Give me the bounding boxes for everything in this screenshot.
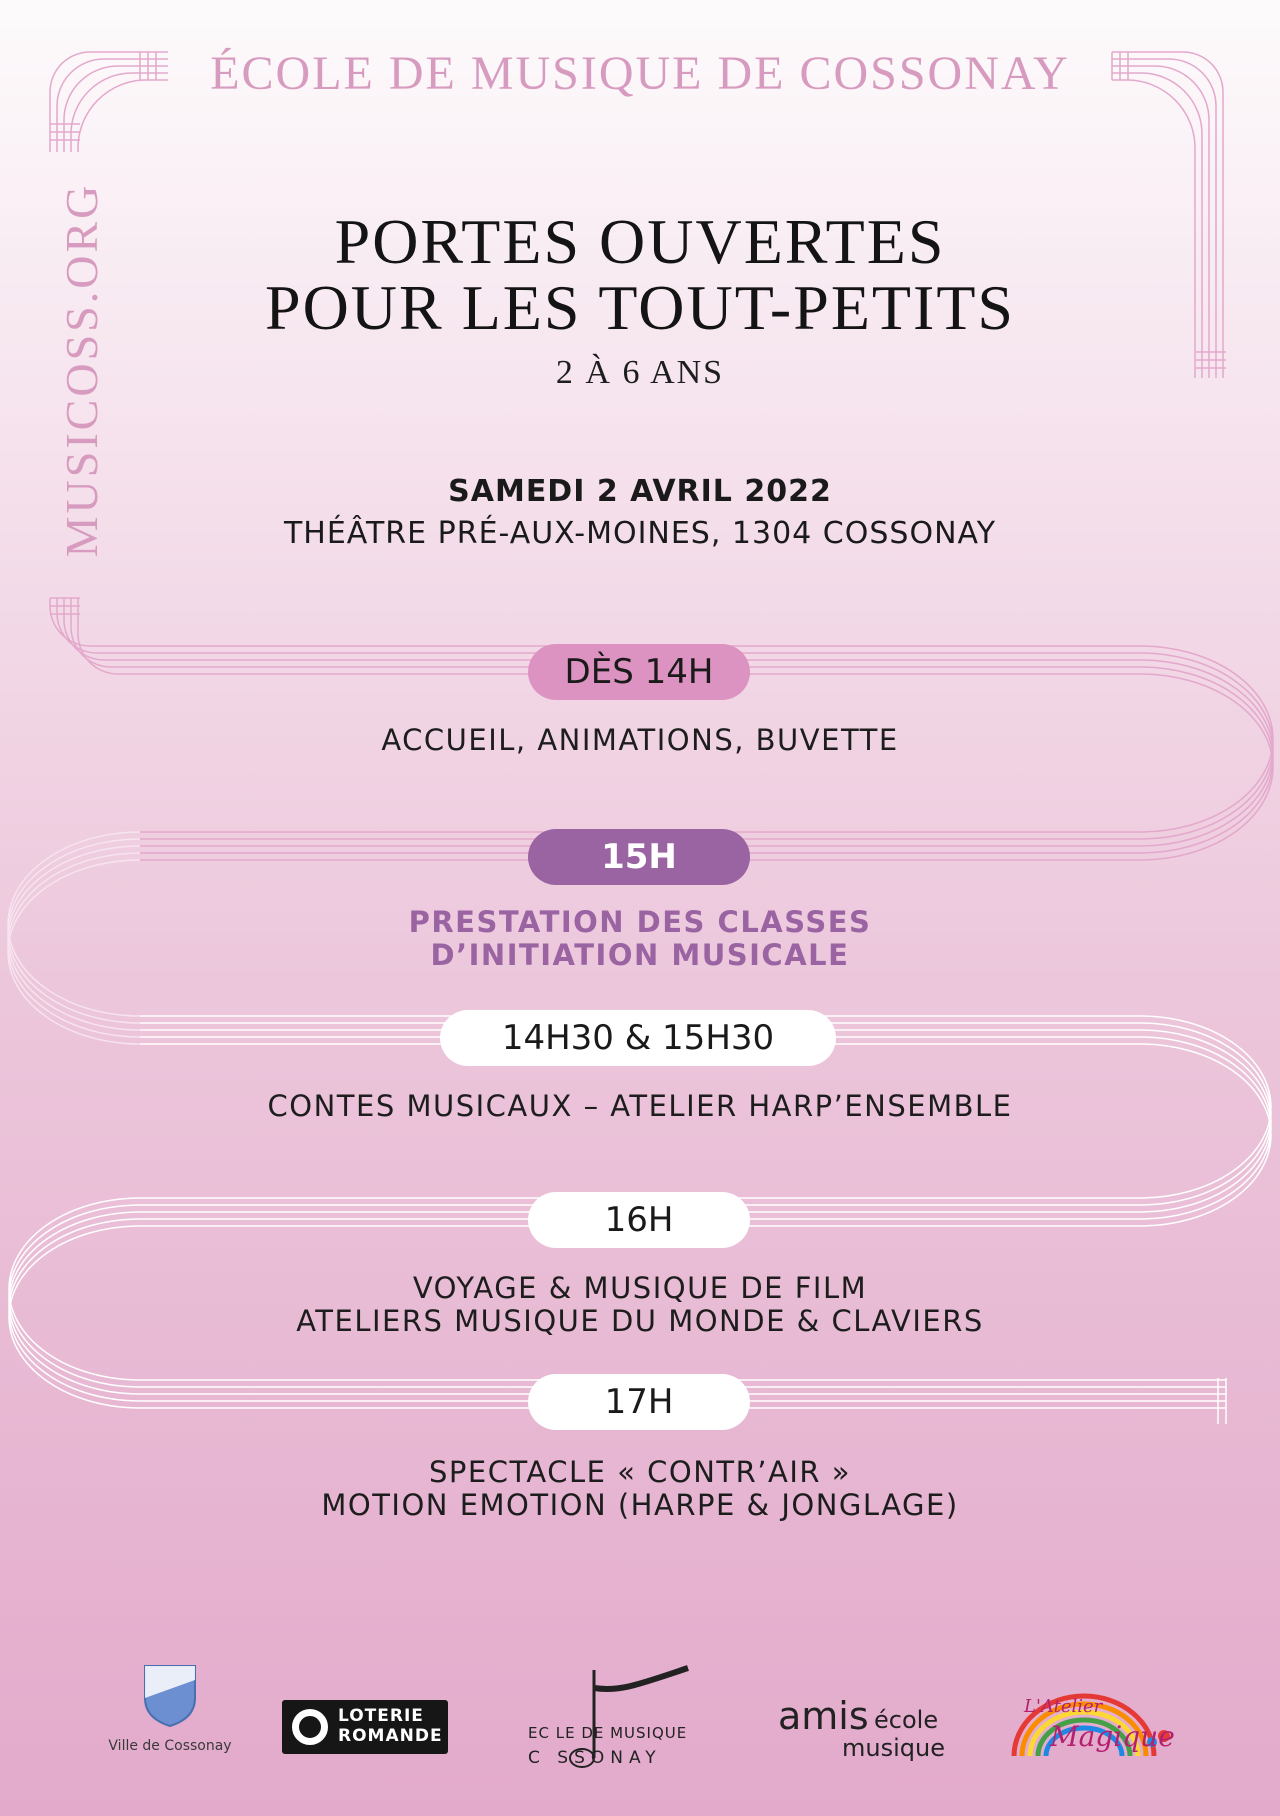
sponsor-logos: [0, 1650, 1280, 1780]
schedule-description: [0, 1272, 1280, 1338]
time-pill: 16H: [528, 1192, 750, 1248]
loterie-romande-logo[interactable]: [282, 1700, 448, 1754]
age-range: 2 À 6 ANS: [555, 354, 725, 391]
loterie-line: ROMANDE: [338, 1726, 443, 1746]
ring-icon: [292, 1709, 328, 1745]
school-name: ÉCOLE DE MUSIQUE DE COSSONAY: [210, 47, 1070, 100]
description-line: ATELIERS MUSIQUE DU MONDE & CLAVIERS: [296, 1304, 984, 1338]
amis-word: musique: [842, 1734, 945, 1762]
crest-icon: [143, 1664, 197, 1728]
schedule-description: [0, 724, 1280, 757]
ecole-line: EC LE DE MUSIQUE: [528, 1724, 688, 1742]
ecole-line: C SSONAY: [528, 1748, 662, 1768]
staff-line: [1140, 674, 1273, 860]
staff-line: [78, 80, 168, 152]
description-line: D’INITIATION MUSICALE: [430, 938, 850, 972]
loterie-label: [338, 1706, 443, 1746]
staff-line: [1140, 1037, 1271, 1219]
schedule-description: [0, 906, 1280, 972]
amis-word: amis: [778, 1694, 869, 1738]
time-pill: 17H: [528, 1374, 750, 1430]
description-line: SPECTACLE « CONTR’AIR »: [428, 1455, 852, 1489]
schedule-description: [0, 1456, 1280, 1522]
staff-line: [1140, 667, 1273, 853]
website-vertical[interactable]: MUSICOSS.ORG: [56, 182, 107, 558]
schedule-description: [0, 1090, 1280, 1123]
staff-line: [1140, 1044, 1271, 1226]
time-pill: 14H30 & 15H30: [440, 1010, 836, 1066]
title-line-2: POUR LES TOUT-PETITS: [264, 272, 1016, 343]
staff-line: [71, 598, 111, 667]
time-pill: DÈS 14H: [528, 644, 750, 700]
description-line: PRESTATION DES CLASSES: [408, 905, 872, 939]
loterie-line: LOTERIE: [338, 1706, 424, 1726]
title-line-1: PORTES OUVERTES: [334, 206, 946, 277]
description-line: VOYAGE & MUSIQUE DE FILM: [412, 1271, 868, 1305]
description-line: ACCUEIL, ANIMATIONS, BUVETTE: [381, 723, 899, 757]
description-line: CONTES MUSICAUX – ATELIER HARP’ENSEMBLE: [267, 1089, 1013, 1123]
staff-line: [50, 598, 90, 646]
ville-label: Ville de Cossonay: [108, 1738, 232, 1754]
amis-ecole-logo[interactable]: [770, 1694, 970, 1774]
ecole-musique-logo[interactable]: [520, 1662, 730, 1772]
time-pill: 15H: [528, 829, 750, 885]
atelier-word: L'Atelier: [1024, 1696, 1103, 1717]
staff-line: [78, 598, 118, 674]
ville-logo[interactable]: [100, 1664, 240, 1754]
atelier-word: Magique: [1050, 1720, 1175, 1753]
event-venue: THÉÂTRE PRÉ-AUX-MOINES, 1304 COSSONAY: [283, 516, 997, 551]
staff-line: [64, 66, 168, 152]
atelier-magique-logo[interactable]: [1004, 1676, 1180, 1766]
amis-word: école: [874, 1706, 939, 1734]
description-line: MOTION EMOTION (HARPE & JONGLAGE): [321, 1488, 959, 1522]
event-date: SAMEDI 2 AVRIL 2022: [448, 474, 832, 509]
